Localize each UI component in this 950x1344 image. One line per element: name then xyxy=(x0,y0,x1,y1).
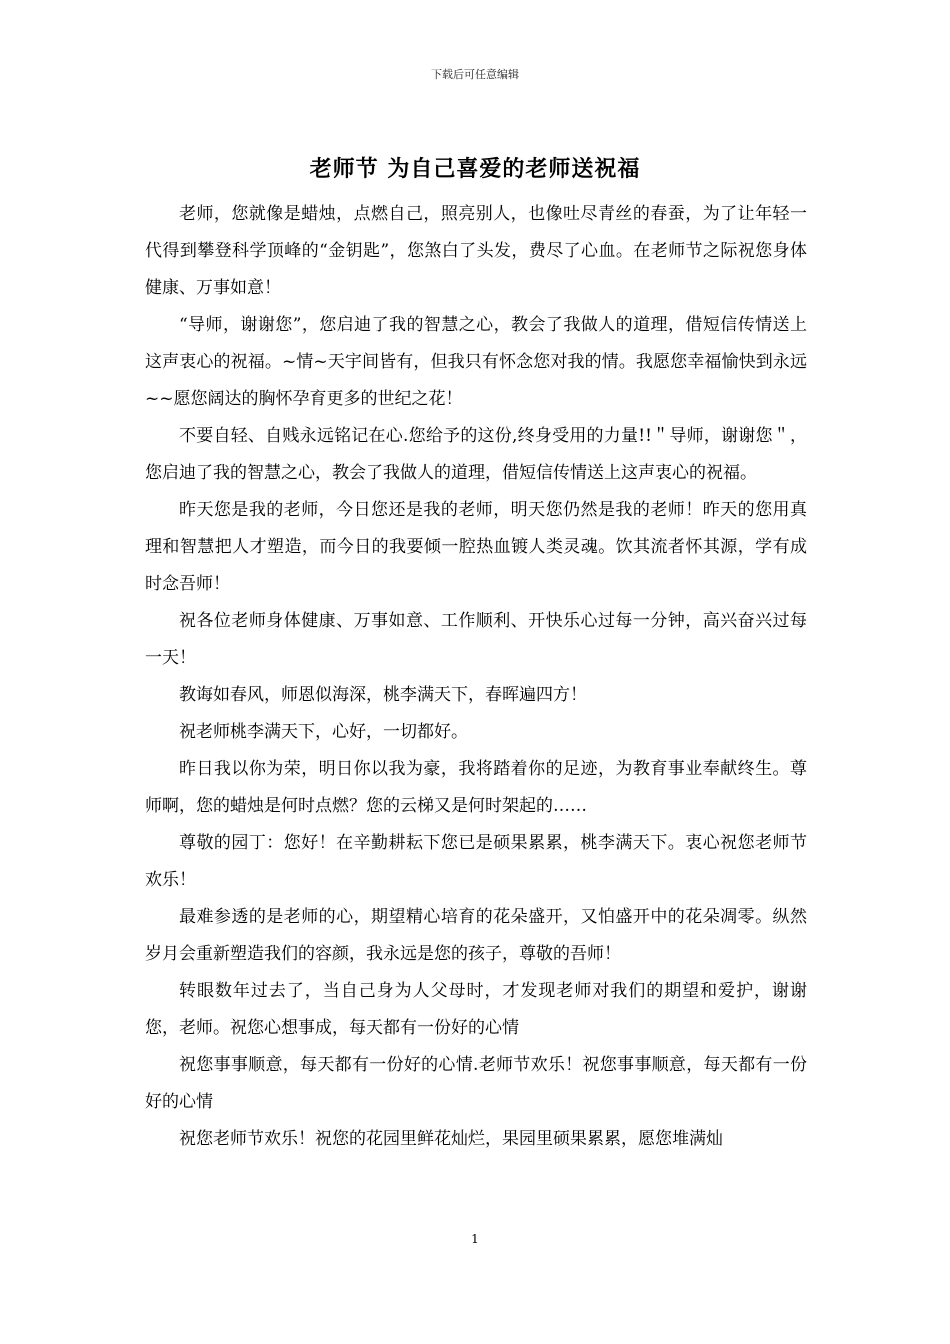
paragraph: 教诲如春风，师恩似海深，桃李满天下，春晖遍四方！ xyxy=(179,685,587,705)
paragraph: 祝您事事顺意，每天都有一份好的心情.老师节欢乐！祝您事事顺意，每天都有一份好的心情 xyxy=(145,1055,807,1112)
paragraph: 祝各位老师身体健康、万事如意、工作顺利、开快乐心过每一分钟，高兴奋兴过每一天！ xyxy=(145,611,807,668)
paragraph: 最难参透的是老师的心，期望精心培育的花朵盛开，又怕盛开中的花朵凋零。纵然岁月会重新塑造我们的容颜，我永远是您的孩子，尊敬的吾师！ xyxy=(145,907,807,964)
paragraph: “导师，谢谢您”，您启迪了我的智慧之心，教会了我做人的道理，借短信传情送上这声衷心的祝福。~情~天宇间皆有，但我只有怀念您对我的情。我愿您幸福愉快到永远~~愿您阔达的胸怀孕育更多的世纪之花！ xyxy=(145,315,807,409)
paragraph: 祝老师桃李满天下，心好，一切都好。 xyxy=(179,722,468,742)
header-note: 下载后可任意编辑 xyxy=(431,68,519,81)
paragraph: 转眼数年过去了，当自己身为人父母时，才发现老师对我们的期望和爱护，谢谢您，老师。祝您心想事成，每天都有一份好的心情 xyxy=(145,981,807,1038)
paragraph: 不要自轻、自贱永远铭记在心.您给予的这份,终身受用的力量!!＂导师，谢谢您＂，您启迪了我的智慧之心，教会了我做人的道理，借短信传情送上这声衷心的祝福。 xyxy=(145,426,807,483)
paragraph: 祝您老师节欢乐！祝您的花园里鲜花灿烂，果园里硕果累累，愿您堆满灿 xyxy=(179,1129,723,1149)
paragraph: 尊敬的园丁：您好！在辛勤耕耘下您已是硕果累累，桃李满天下。衷心祝您老师节欢乐！ xyxy=(145,833,807,890)
paragraph: 老师，您就像是蜡烛，点燃自己，照亮别人，也像吐尽青丝的春蚕，为了让年轻一代得到攀登科学顶峰的“金钥匙”，您煞白了头发，费尽了心血。在老师节之际祝您身体健康、万事如意！ xyxy=(145,204,807,298)
paragraph: 昨日我以你为荣，明日你以我为豪，我将踏着你的足迹，为教育事业奉献终生。尊师啊，您的蜡烛是何时点燃？您的云梯又是何时架起的…… xyxy=(145,759,807,816)
document-body xyxy=(145,196,807,1158)
paragraph: 昨天您是我的老师，今日您还是我的老师，明天您仍然是我的老师！昨天的您用真理和智慧把人才塑造，而今日的我要倾一腔热血镀人类灵魂。饮其流者怀其源，学有成时念吾师！ xyxy=(145,500,807,594)
document-title: 老师节 为自己喜爱的老师送祝福 xyxy=(309,157,641,182)
page-number: 1 xyxy=(471,1232,479,1246)
